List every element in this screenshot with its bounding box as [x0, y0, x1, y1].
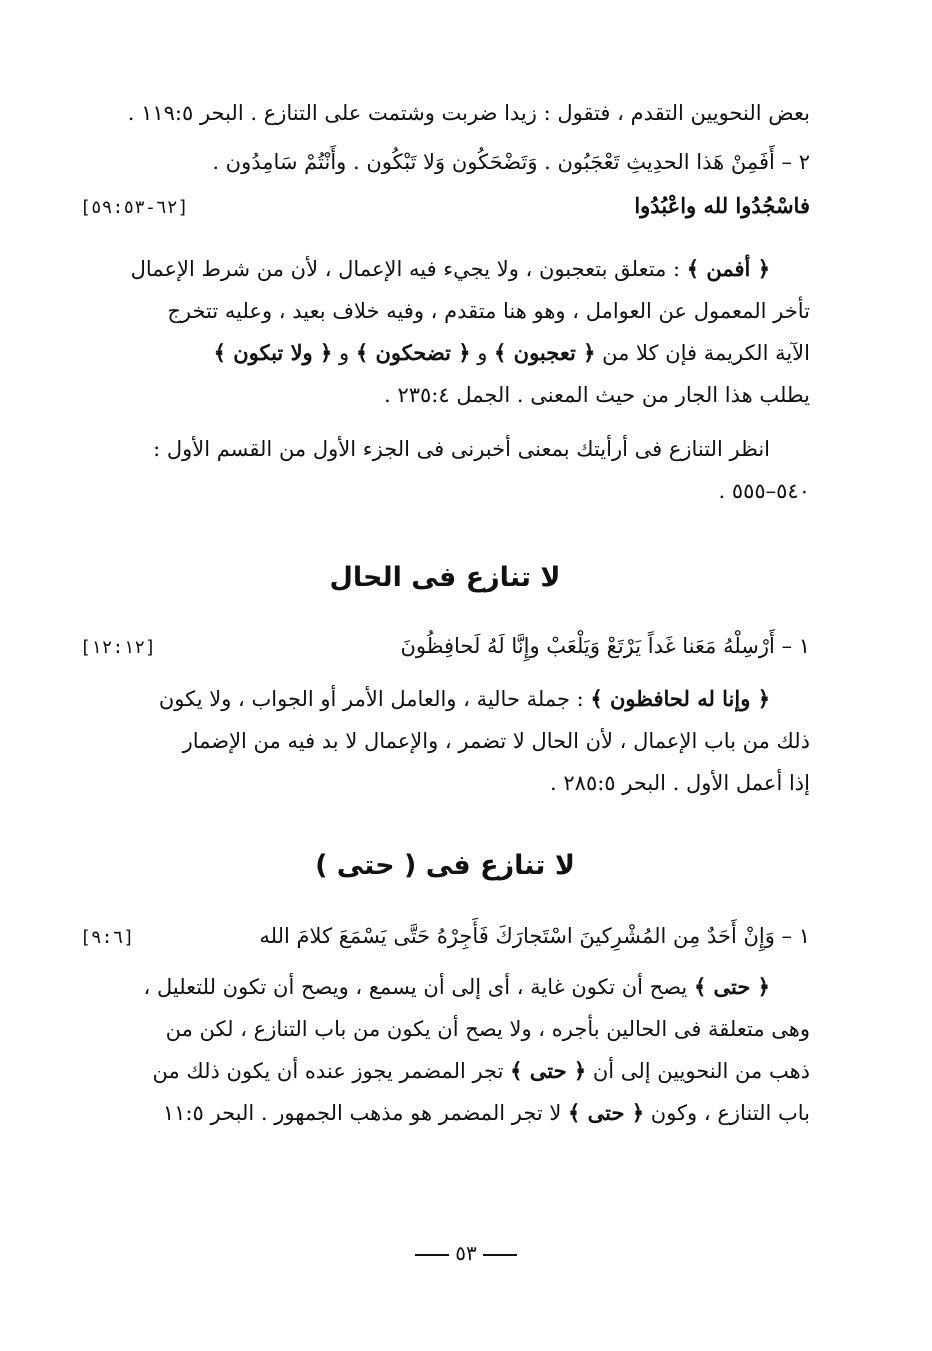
intro-line: بعض النحويين التقدم ، فتقول : زيدا ضربت وشتمت على التنازع . البحر ١١٩:٥ . [127, 101, 810, 125]
verse-2-text-continued: فاسْجُدُوا لله واعْبُدُوا [634, 193, 810, 218]
section-1-verse-text: ١ – أَرْسِلْهُ مَعَنا غَداً يَرْتَعْ وَيَلْعَبْ وإِنَّا لَهُ لَحافِظُونَ [400, 634, 810, 658]
paragraph-text: : جملة حالية ، والعامل الأمر أو الجواب ، ولا يكون [158, 687, 591, 711]
quoted-term: ﴿ ولا تبكون ﴾ [213, 340, 333, 365]
paragraph-line: يطلب هذا الجار من حيث المعنى . الجمل ٢٣٥:٤ . [384, 383, 810, 407]
paragraph-text: يصح أن تكون غاية ، أى إلى أن يسمع ، ويصح أن تكون للتعليل ، [143, 975, 694, 999]
verse-2-reference: [٦٢-٥٩:٥٣] [80, 197, 189, 218]
quoted-term: ﴿ تضحكون ﴾ [355, 340, 471, 365]
section-heading-hatta: لا تنازع فى ( حتى ) [315, 850, 575, 881]
paragraph-text: باب التنازع ، وكون [644, 1101, 810, 1125]
section-1-paragraph [80, 678, 810, 804]
quoted-term: ﴿ حتى ﴾ [568, 1100, 645, 1125]
paragraph-line: إذا أعمل الأول . البحر ٢٨٥:٥ . [550, 771, 810, 795]
section-2-paragraph [80, 966, 810, 1134]
commentary-paragraph-2 [80, 428, 810, 512]
section-2-verse-text: ١ – وَإِنْ أَحَدٌ مِن المُشْرِكينَ اسْتَجارَكَ فَأَجِرْهُ حَتَّى يَسْمَعَ كلامَ الله [259, 924, 810, 948]
quoted-term: ﴿ حتى ﴾ [693, 974, 770, 999]
paragraph-line: ٥٤٠–٥٥٥ . [718, 479, 810, 503]
section-1-verse [80, 624, 810, 670]
section-1-verse-reference: [١٢:١٢] [80, 637, 156, 658]
page-number [0, 1238, 932, 1268]
section-2-verse-reference: [٩:٦] [80, 927, 135, 948]
page-number-dash [483, 1254, 517, 1256]
paragraph-line: انظر التنازع فى أرأيتك بمعنى أخبرنى فى الجزء الأول من القسم الأول : [153, 437, 770, 461]
quoted-term: ﴿ حتى ﴾ [510, 1058, 587, 1083]
paragraph-text: : متعلق بتعجبون ، ولا يجيء فيه الإعمال ، لأن من شرط الإعمال [130, 257, 687, 281]
section-heading-hal: لا تنازع فى الحال [329, 562, 561, 593]
paragraph-text: لا تجر المضمر هو مذهب الجمهور . البحر ١١:٥ [162, 1101, 569, 1125]
paragraph-text: الآية الكريمة فإن كلا من [595, 341, 810, 365]
intro-paragraph [80, 92, 810, 134]
page-number-value: ٥٣ [455, 1241, 477, 1265]
quoted-term: ﴿ تعجبون ﴾ [494, 340, 596, 365]
commentary-paragraph-1 [80, 248, 810, 416]
paragraph-line: ذلك من باب الإعمال ، لأن الحال لا تضمر ، والإعمال لا بد فيه من الإضمار [182, 729, 810, 753]
section-2-verse [80, 914, 810, 960]
paragraph-text: و [470, 341, 495, 365]
verse-2 [80, 140, 810, 230]
paragraph-line: وهى متعلقة فى الحالين بأجره ، ولا يصح أن يكون من باب التنازع ، لكن من [165, 1017, 810, 1041]
paragraph-text: ذهب من النحويين إلى أن [586, 1059, 810, 1083]
page-number-dash [415, 1254, 449, 1256]
quoted-term: ﴿ أفمن ﴾ [686, 256, 770, 281]
paragraph-line: تأخر المعمول عن العوامل ، وهو هنا متقدم ، وفيه خلاف بعيد ، وعليه تتخرج [167, 299, 810, 323]
paragraph-text: تجر المضمر يجوز عنده أن يكون ذلك من [152, 1059, 511, 1083]
quoted-term: ﴿ وإنا له لحافظون ﴾ [590, 686, 770, 711]
paragraph-text: و [332, 341, 356, 365]
document-page [80, 92, 810, 1134]
verse-2-text: ٢ – أَفَمِنْ هَذا الحدِيثِ تَعْجَبُون . وَتَضْحَكُون وَلا تَبْكُون . وأَنْتُمْ سَامِدُون . [212, 150, 810, 174]
